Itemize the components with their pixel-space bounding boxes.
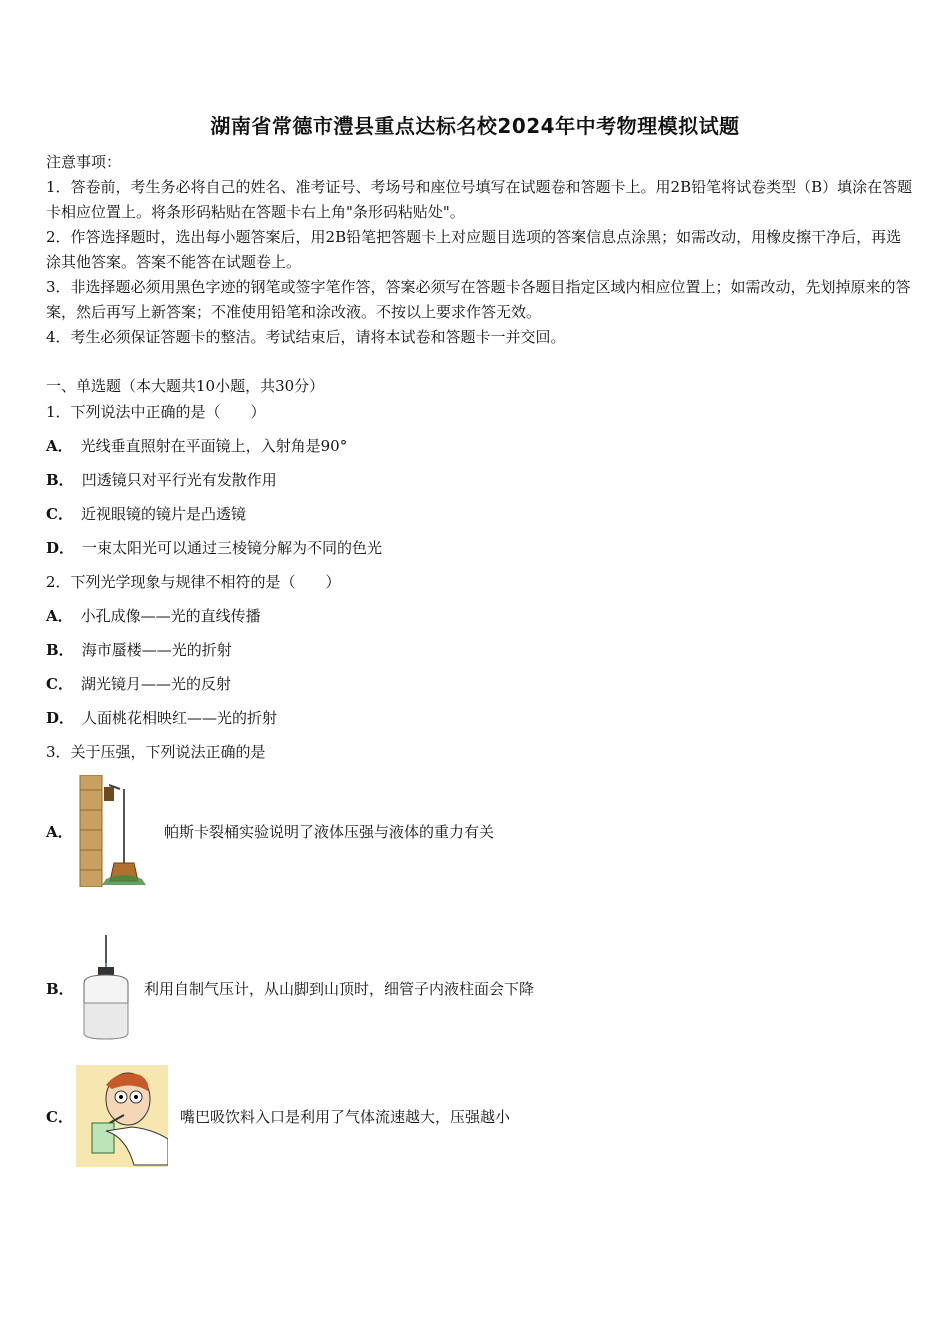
pascal-barrel-illustration (76, 775, 156, 887)
q3-option-a (46, 775, 494, 887)
q2-option-c (46, 673, 231, 694)
option-label: C． (46, 1107, 73, 1126)
option-label: A． (46, 437, 73, 455)
note-item: 2．作答选择题时，选出每小题答案后，用2B铅笔把答题卡上对应题目选项的答案信息点涂黑；如需改动，用橡皮擦干净后，再选涂其他答案。答案不能答在试题卷上。 (46, 228, 902, 271)
option-text: 利用自制气压计，从山脚到山顶时，细管子内液柱面会下降 (144, 979, 535, 998)
option-text: 海市蜃楼——光的折射 (81, 641, 232, 659)
option-label: A． (46, 822, 73, 841)
person-drinking-illustration (76, 1065, 168, 1167)
q1-option-d (46, 537, 382, 558)
option-text: 人面桃花相映红——光的折射 (82, 709, 278, 727)
option-label: C． (46, 675, 73, 693)
option-text: 近视眼镜的镜片是凸透镜 (80, 505, 246, 523)
notes-block (46, 150, 916, 350)
note-item: 1．答卷前，考生务必将自己的姓名、准考证号、考场号和座位号填写在试题卷和答题卡上。用2B铅笔将试卷类型（B）填涂在答题卡相应位置上。将条形码粘贴在答题卡右上角"条形码粘贴处"。 (46, 178, 913, 221)
option-label: B． (46, 979, 74, 998)
option-text: 一束太阳光可以通过三棱镜分解为不同的色光 (82, 539, 383, 557)
option-label: D． (46, 539, 75, 557)
q1-option-a (46, 435, 347, 456)
option-text: 湖光镜月——光的反射 (80, 675, 231, 693)
option-label: C． (46, 505, 73, 523)
option-text: 帕斯卡裂桶实验说明了液体压强与液体的重力有关 (164, 822, 495, 841)
option-label: A． (46, 607, 73, 625)
q2-option-a (46, 605, 261, 626)
note-item: 4．考生必须保证答题卡的整洁。考试结束后，请将本试卷和答题卡一并交回。 (46, 328, 566, 346)
note-item: 3．非选择题必须用黑色字迹的钢笔或签字笔作答，答案必须写在答题卡各题目指定区域内相应位置上；如需改动，先划掉原来的答案，然后再写上新答案；不准使用铅笔和涂改液。不按以上要求作答无效。 (46, 278, 911, 321)
q3-option-b (46, 933, 534, 1043)
q3-stem: 3．关于压强，下列说法正确的是 (46, 743, 266, 761)
option-label: B． (46, 471, 74, 489)
q3-option-c (46, 1065, 510, 1167)
option-text: 小孔成像——光的直线传播 (80, 607, 261, 625)
option-text: 凹透镜只对平行光有发散作用 (81, 471, 277, 489)
q1-option-b (46, 469, 277, 490)
q1-stem: 1．下列说法中正确的是（ ） (46, 403, 266, 421)
q2-option-d (46, 707, 277, 728)
notes-heading: 注意事项： (46, 153, 122, 171)
q1-option-c (46, 503, 246, 524)
option-label: D． (46, 709, 75, 727)
barometer-bottle-illustration (76, 933, 136, 1043)
page-title: 湖南省常德市澧县重点达标名校2024年中考物理模拟试题 (210, 114, 740, 138)
q2-option-b (46, 639, 232, 660)
q2-stem: 2．下列光学现象与规律不相符的是（ ） (46, 573, 341, 591)
option-label: B． (46, 641, 74, 659)
option-text: 嘴巴吸饮料入口是利用了气体流速越大，压强越小 (180, 1107, 511, 1126)
section-heading: 一、单选题（本大题共10小题，共30分） (46, 377, 325, 395)
option-text: 光线垂直照射在平面镜上，入射角是90° (80, 437, 348, 455)
